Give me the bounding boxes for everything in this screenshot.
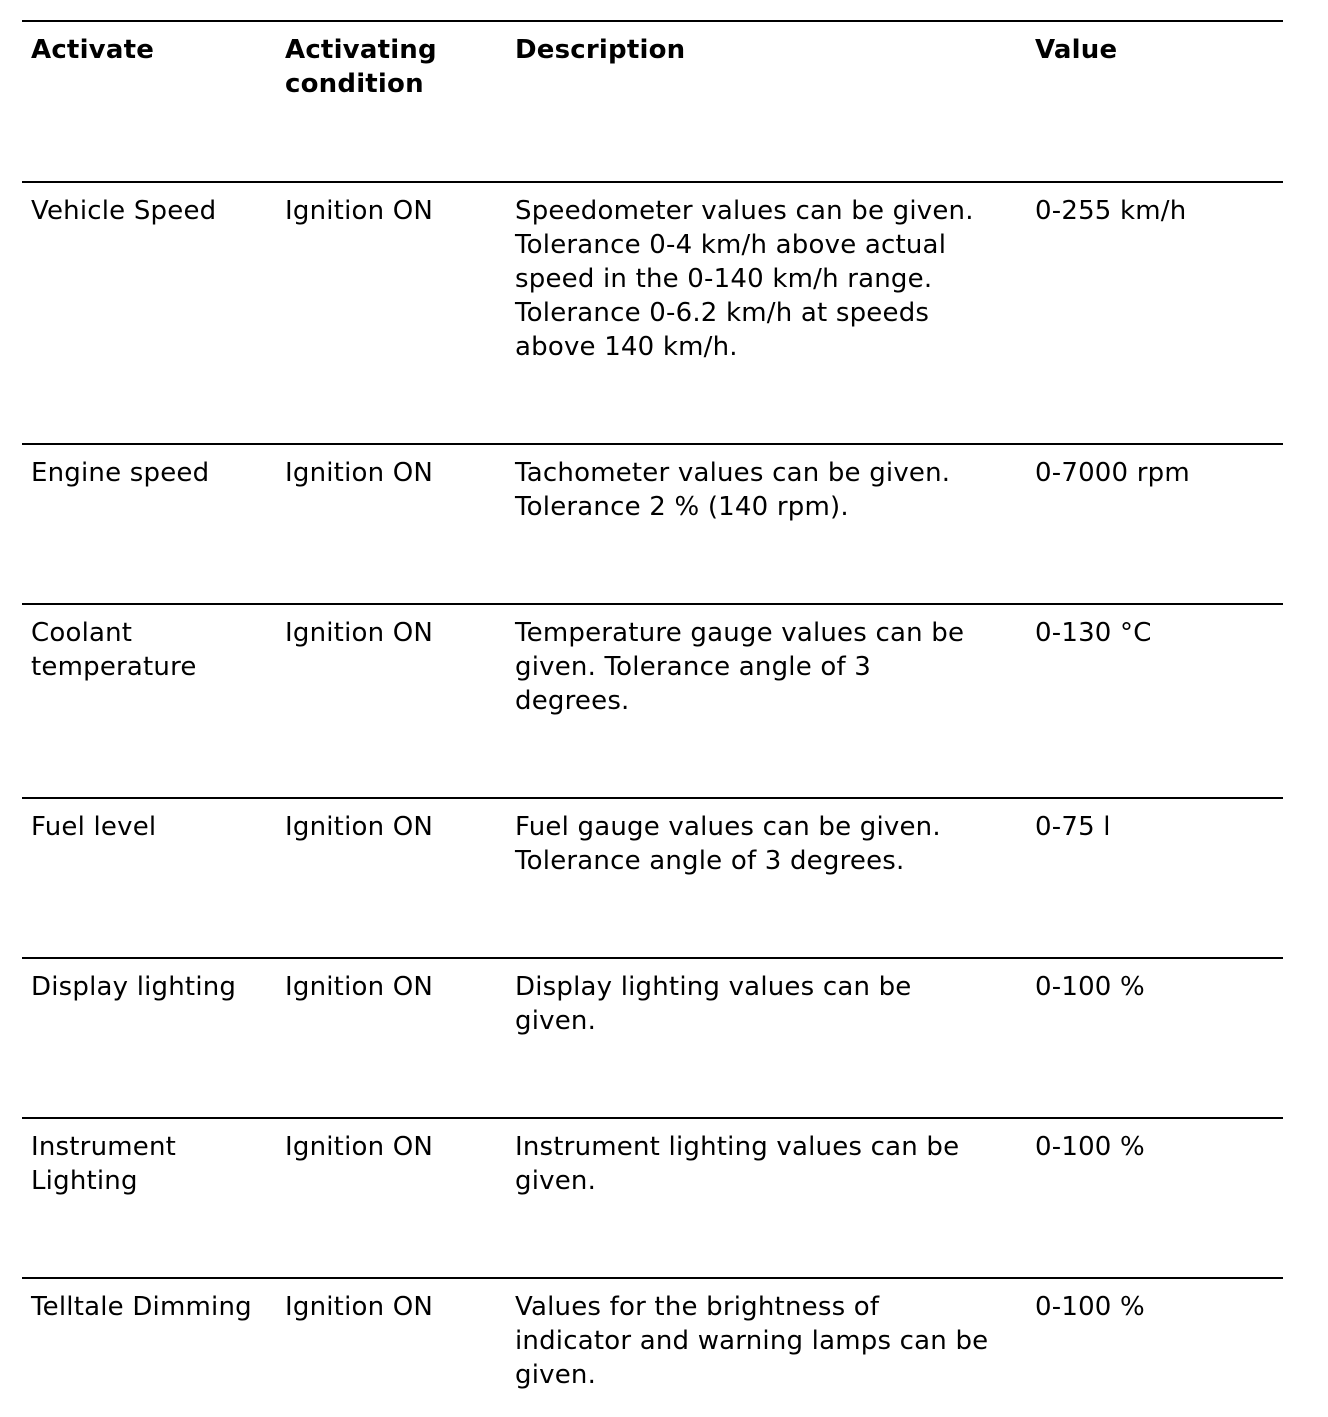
table-row <box>22 957 1283 1117</box>
condition-cell: Ignition ON <box>285 1132 434 1162</box>
description-cell: Fuel gauge values can be given. Tolerance angle of 3 degrees. <box>515 812 941 876</box>
description-cell: Display lighting values can be given. <box>515 972 912 1036</box>
description-cell: Instrument lighting values can be given. <box>515 1132 960 1196</box>
value-cell: 0-130 °C <box>1035 618 1152 648</box>
table-row <box>22 1277 1283 1417</box>
value-cell: 0-75 l <box>1035 812 1111 842</box>
description-cell: Speedometer values can be given. Tolerance 0-4 km/h above actual speed in the 0-140 km/h range. Tolerance 0-6.2 km/h at speeds above 140 km/h. <box>515 196 974 362</box>
activate-cell: Telltale Dimming <box>31 1292 252 1322</box>
description-cell: Tachometer values can be given. Tolerance 2 % (140 rpm). <box>515 458 951 522</box>
description-cell: Temperature gauge values can be given. Tolerance angle of 3 degrees. <box>515 618 965 716</box>
activate-cell: Vehicle Speed <box>31 196 217 226</box>
activate-cell: Coolant temperature <box>31 618 197 682</box>
header-activating-condition: Activating condition <box>285 35 437 99</box>
header-value: Value <box>1035 35 1118 65</box>
value-cell: 0-100 % <box>1035 1292 1145 1322</box>
activate-cell: Display lighting <box>31 972 237 1002</box>
table-header-row <box>22 20 1283 181</box>
header-activate: Activate <box>31 35 155 65</box>
table-row <box>22 1117 1283 1277</box>
description-cell: Values for the brightness of indicator and warning lamps can be given. <box>515 1292 989 1390</box>
header-description: Description <box>515 35 686 65</box>
condition-cell: Ignition ON <box>285 458 434 488</box>
activate-cell: Instrument Lighting <box>31 1132 177 1196</box>
value-cell: 0-100 % <box>1035 972 1145 1002</box>
condition-cell: Ignition ON <box>285 972 434 1002</box>
value-cell: 0-255 km/h <box>1035 196 1187 226</box>
activation-table <box>22 20 1283 1417</box>
table-row <box>22 797 1283 957</box>
value-cell: 0-7000 rpm <box>1035 458 1190 488</box>
table-row <box>22 603 1283 797</box>
condition-cell: Ignition ON <box>285 196 434 226</box>
activate-cell: Engine speed <box>31 458 210 488</box>
condition-cell: Ignition ON <box>285 812 434 842</box>
table-row <box>22 181 1283 443</box>
table-row <box>22 443 1283 603</box>
activate-cell: Fuel level <box>31 812 157 842</box>
condition-cell: Ignition ON <box>285 1292 434 1322</box>
condition-cell: Ignition ON <box>285 618 434 648</box>
value-cell: 0-100 % <box>1035 1132 1145 1162</box>
